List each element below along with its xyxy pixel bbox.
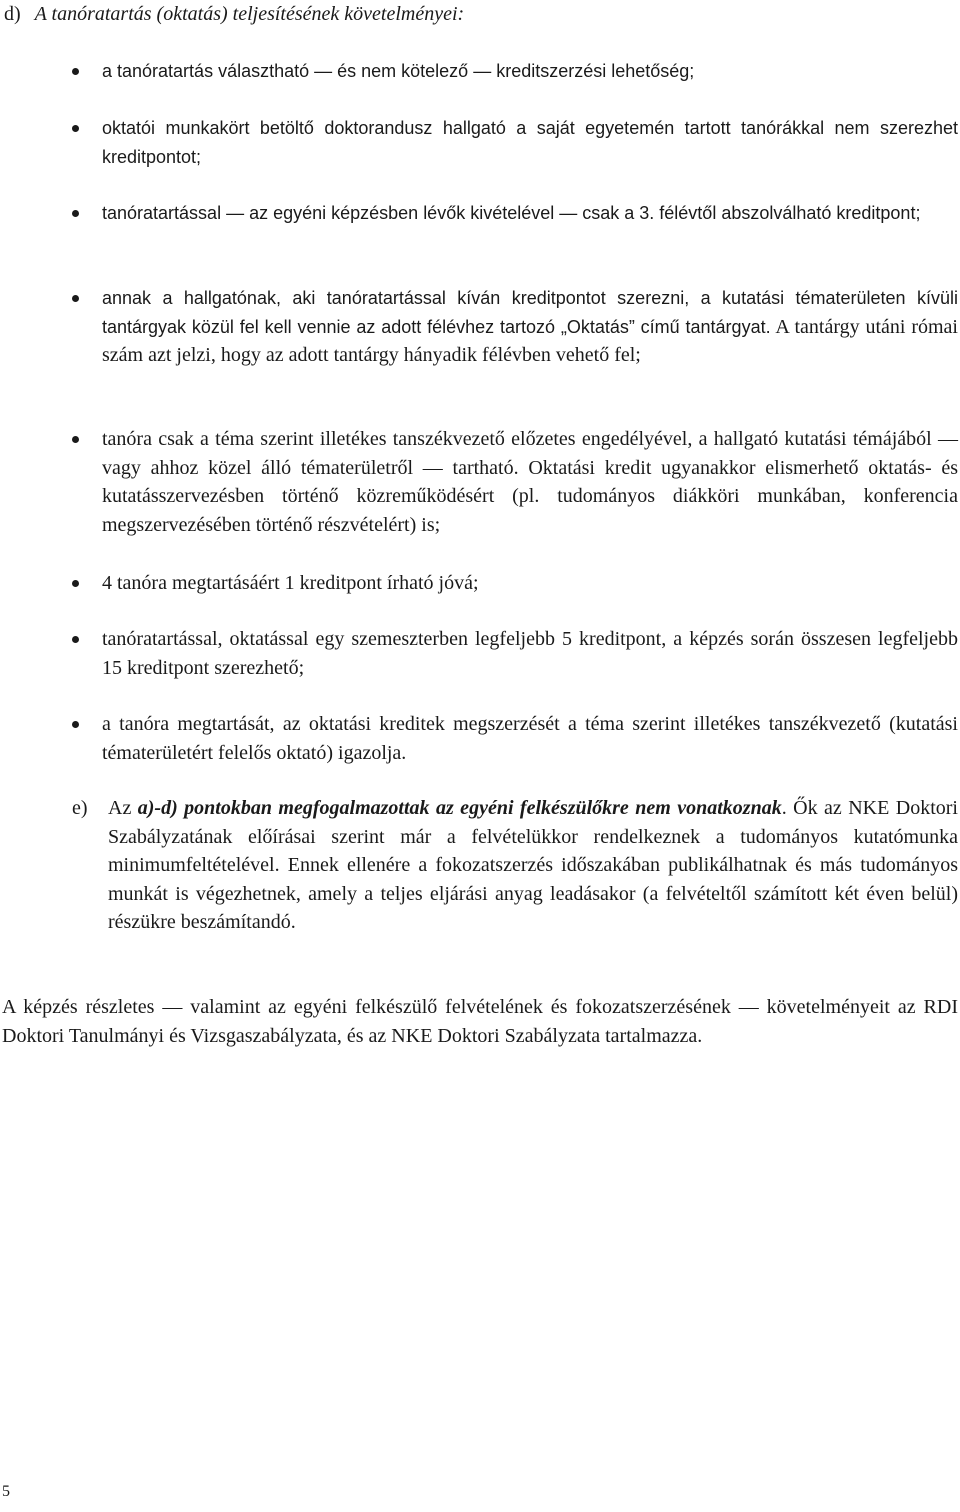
list-item-text: a tanóratartás választható — és nem kötelező — kreditszerzési lehetőség; [102,61,695,81]
section-d-label: d) [4,3,21,25]
bullet-icon [72,125,79,132]
bullet-icon [72,436,79,443]
bullet-icon [72,68,79,75]
list-item-text: 4 tanóra megtartásáért 1 kreditpont írható jóvá; [102,572,479,594]
page-number: 5 [2,1483,10,1500]
section-e-prefix: Az [108,797,138,819]
list-item-text: tanóratartással — az egyéni képzésben lévők kivételével — csak a 3. félévtől abszolválható kreditpont; [102,203,921,223]
bullet-icon [72,580,79,587]
section-e-rest: . Ők az NKE Doktori Szabályzatának előírásai szerint már a felvételükkor rendelkeznek a tudományos kutatómunka minimumfeltételével. Ennek ellenére a fokozatszerzés időszakában publikálhatnak és más tudományos munkát is végezhetnek, amely a teljes eljárási anyag leadásakor (a felvételtől számított két éven belül) részükre beszámítandó. [108,797,958,933]
list-item-text: oktatói munkakört betöltő doktorandusz hallgató a saját egyetemén tartott tanórákkal nem szerezhet kreditpontot; [102,118,958,167]
list-item-text: a tanóra megtartását, az oktatási kreditek megszerzését a téma szerint illetékes tanszékvezető (kutatási tématerületért felelős oktató) igazolja. [102,713,958,764]
bullet-icon [72,295,79,302]
bullet-icon [72,721,79,728]
bullet-icon [72,636,79,643]
list-item-text-part-a: annak a hallgatónak, aki tanóratartással kíván kreditpontot szerezni, a kutatási tématerületen kívüli tantárgyak közül fel kell vennie az adott félévhez tartozó „Oktatás” című tantárgyat. [102,288,958,337]
section-e-label: e) [72,797,88,819]
section-d-heading [4,0,944,29]
bullet-icon [72,210,79,217]
section-e-text [108,794,958,937]
list-item-text-part-b: A tantárgy utáni római szám azt jelzi, hogy az adott tantárgy hányadik félévben vehető fel; [102,315,958,366]
closing-paragraph: A képzés részletes — valamint az egyéni felkészülő felvételének és fokozatszerzésének — követelményeit az RDI Doktori Tanulmányi és Vizsgaszabályzata, és az NKE Doktori Szabályzata tartalmazza. [2,996,958,1047]
list-item-text [102,284,958,370]
section-d-title: A tanóratartás (oktatás) teljesítésének követelményei: [34,3,465,25]
list-item-text: tanóratartással, oktatással egy szemeszterben legfeljebb 5 kreditpont, a képzés során összesen legfeljebb 15 kreditpont szerezhető; [102,628,958,679]
list-item-text: tanóra csak a téma szerint illetékes tanszékvezető előzetes engedélyével, a hallgató kutatási témájából — vagy ahhoz közel álló tématerületről — tartható. Oktatási kredit ugyanakkor elismerhető oktatás- és kutatásszervezésben történő közreműködésért (pl. tudományos diákköri munkában, konferencia megszervezésében történő részvételért) is; [102,428,958,536]
section-e-emphasis: a)-d) pontokban megfogalmazottak az egyéni felkészülőkre nem vonatkoznak [137,797,782,819]
